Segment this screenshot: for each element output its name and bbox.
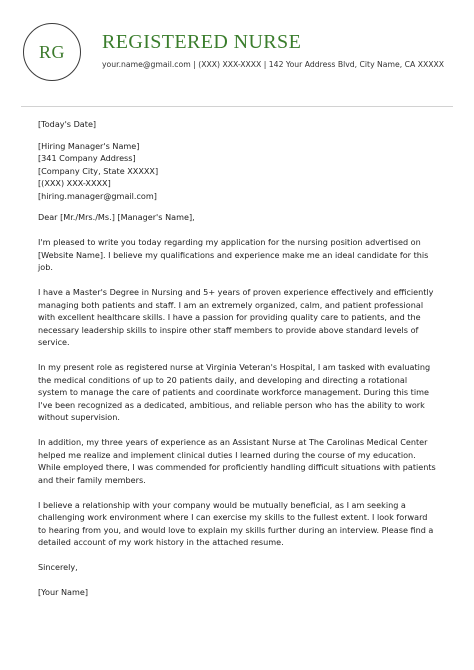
recipient-block [38,140,438,203]
monogram-circle [23,23,81,81]
paragraph-intro [38,236,438,274]
contact-info: your.name@gmail.com | (XXX) XXX-XXXX | 142 Your Address Blvd, City Name, CA XXXXX [102,60,445,69]
paragraph-line: In my present role as registered nurse at Virginia Veteran's Hospital, I am tasked with evaluating [38,362,431,372]
paragraph-line: job. [38,262,53,272]
job-title-heading: REGISTERED NURSE [102,31,302,53]
recipient-name: [Hiring Manager's Name] [38,140,140,151]
paragraph-line: In addition, my three years of experience as an Assistant Nurse at The Carolinas Medical Center [38,437,428,447]
paragraph-current-role [38,361,438,424]
signature-name: [Your Name] [38,587,89,597]
paragraph-line: I believe a relationship with your company would be mutually beneficial, as I am seeking a [38,499,406,510]
recipient-email: [hiring.manager@gmail.com] [38,190,157,201]
header-divider [21,106,453,107]
recipient-phone: [(XXX) XXX-XXXX] [38,178,111,188]
paragraph-closing [38,499,438,549]
paragraph-line: detailed account of my work history in the attached resume. [38,537,284,547]
recipient-city: [Company City, State XXXXX] [38,165,159,176]
paragraph-line: I've been recognized as a dedicated, ambitious, and reliable person who has the ability to work [38,399,425,410]
letter-body [38,118,438,599]
paragraph-line: with excellent healthcare skills. I have a passion for providing quality care to patients, and the [38,312,421,322]
paragraph-qualifications [38,286,438,349]
paragraph-line: I'm pleased to write you today regarding my application for the nursing position advertised on [38,237,421,247]
paragraph-line: and their family members. [38,474,146,485]
paragraph-line: service. [38,337,70,347]
recipient-address: [341 Company Address] [38,153,136,163]
paragraph-line: helped me realize and implement clinical duties I learned during the course of my education. [38,449,416,460]
paragraph-line: system to manage the care of patients and coordinate workforce management. During this time [38,387,429,397]
paragraph-line: necessary leadership skills to inspire other staff members to provide above standard levels of [38,324,419,335]
closing-sincerely: Sincerely, [38,562,78,572]
paragraph-line: [Website Name]. I believe my qualifications and experience make me an ideal candidate for this [38,249,429,260]
paragraph-line: While employed there, I was commended for proficiently handling difficult situations with patients [38,462,436,472]
paragraph-line: challenging work environment where I can exercise my skills to the fullest extent. I look forward [38,512,428,522]
paragraph-line: without supervision. [38,412,120,422]
letter-date: [Today's Date] [38,119,97,129]
paragraph-line: the medical conditions of up to 20 patients daily, and developing and directing a rotational [38,374,408,385]
salutation: Dear [Mr./Mrs./Ms.] [Manager's Name], [38,212,195,222]
paragraph-line: to hearing from you, and would love to explain my skills further during an interview. Please find a [38,524,434,535]
paragraph-line: I have a Master's Degree in Nursing and 5+ years of proven experience effectively and efficiently [38,287,434,297]
monogram-initials: RG [38,41,65,62]
paragraph-previous-role [38,436,438,486]
paragraph-line: managing both patients and staff. I am an extremely organized, calm, and patient professional [38,299,424,310]
